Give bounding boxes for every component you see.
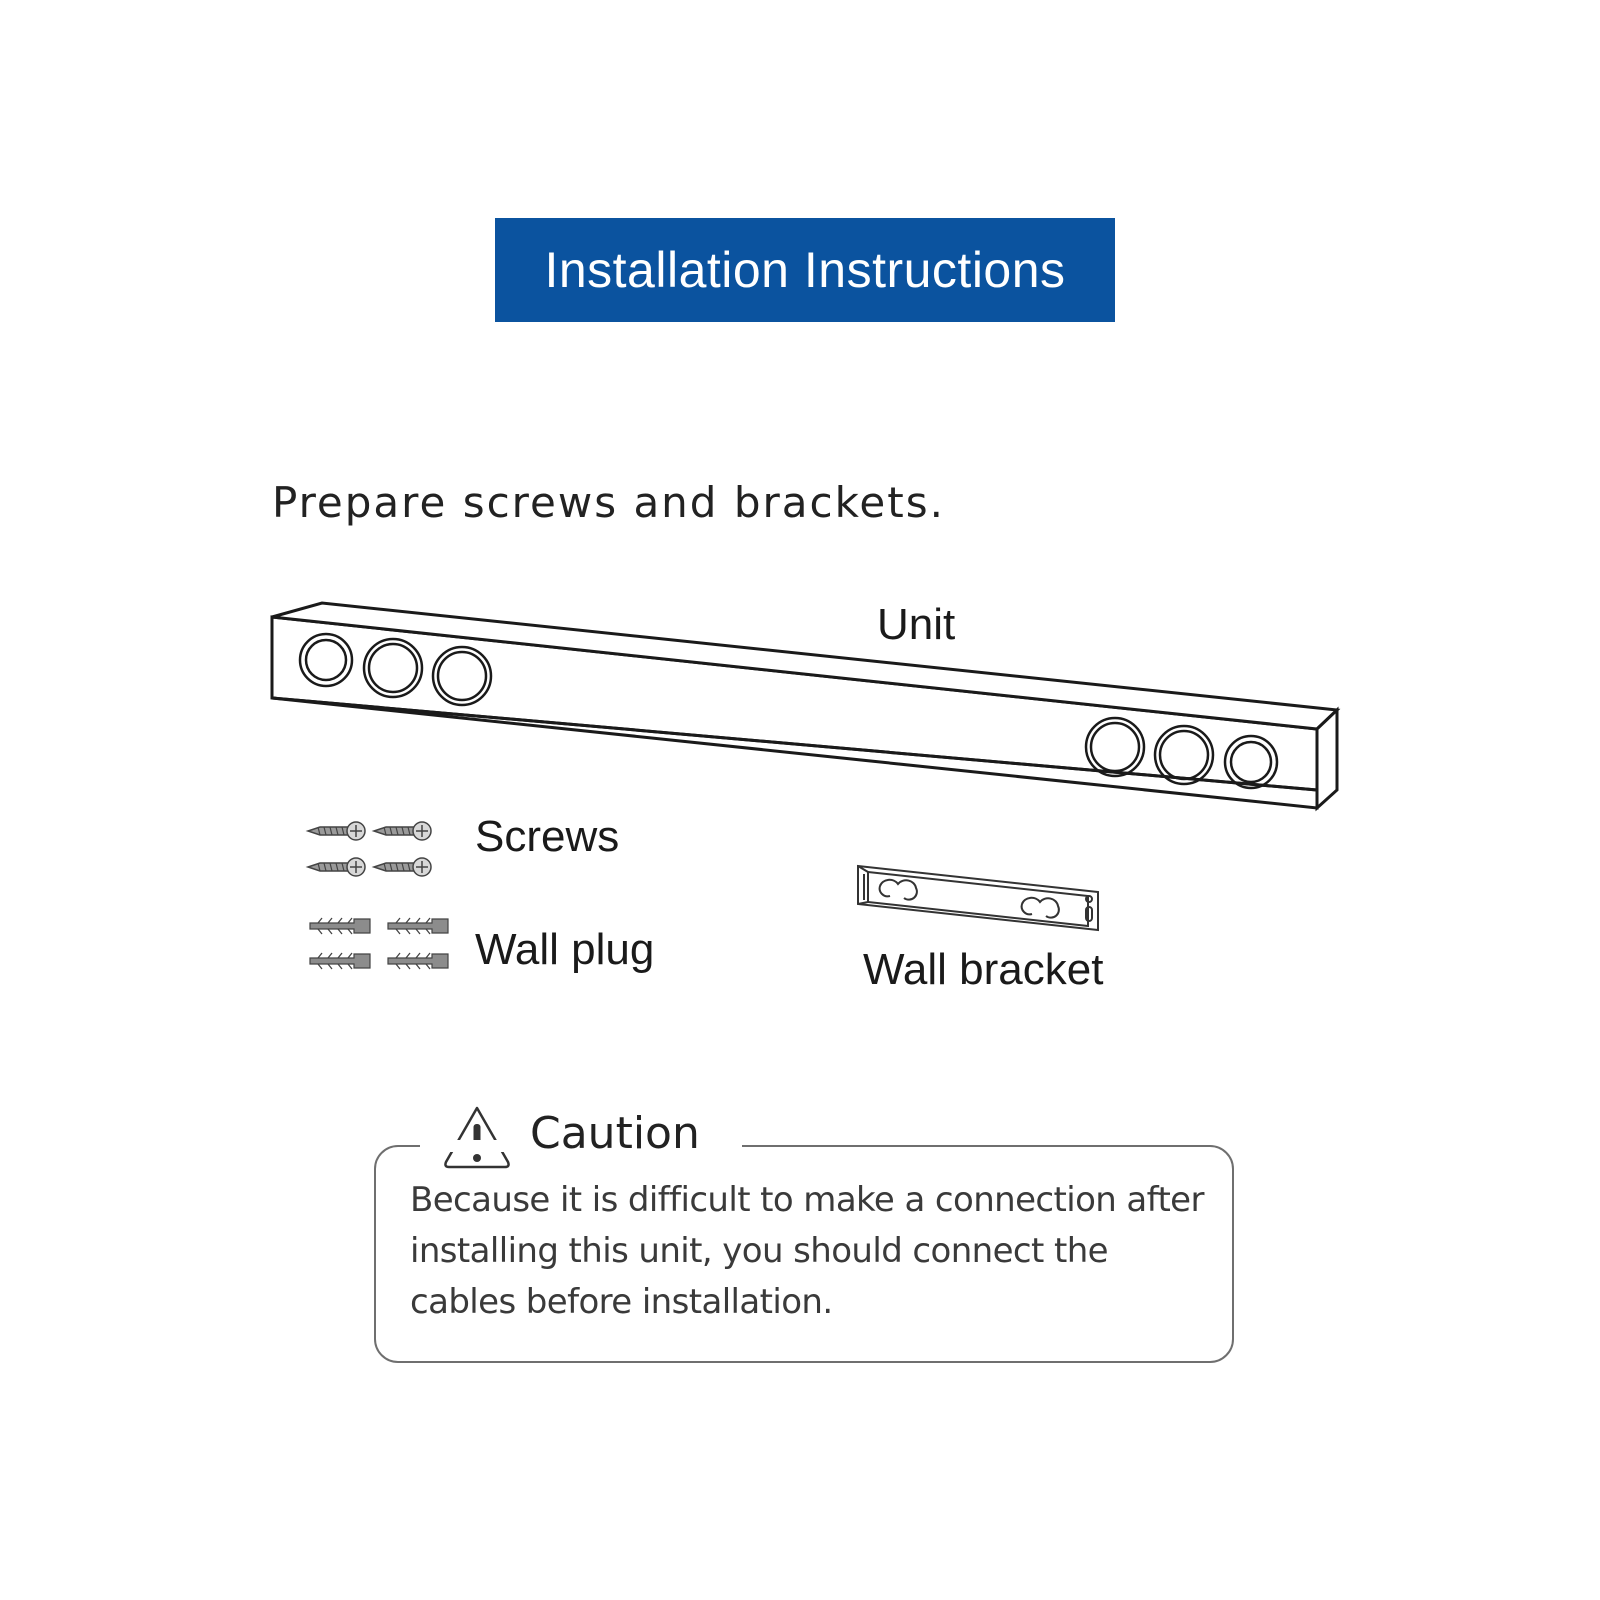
unit-label: Unit: [877, 600, 956, 649]
caution-body-text: Because it is difficult to make a connection after installing this unit, you should connect the cables before installation.: [410, 1180, 1204, 1322]
wall-plug-icon: [310, 953, 370, 969]
wall-plugs-illustration: [310, 918, 448, 969]
wall-bracket-label: Wall bracket: [863, 945, 1104, 994]
wall-plug-icon: [310, 918, 370, 934]
step-instruction: Prepare screws and brackets.: [272, 478, 945, 527]
screw-icon: [308, 822, 365, 840]
wall-plug-icon: [388, 918, 448, 934]
screws-illustration: [308, 822, 431, 876]
screw-icon: [374, 822, 431, 840]
screw-icon: [308, 858, 365, 876]
wall-plug-label: Wall plug: [475, 925, 655, 974]
wall-bracket-illustration: [858, 866, 1098, 930]
soundbar-unit-illustration: [272, 603, 1337, 808]
wall-plug-icon: [388, 953, 448, 969]
screws-label: Screws: [475, 812, 620, 861]
caution-title: Caution: [530, 1108, 700, 1159]
page-title: Installation Instructions: [544, 242, 1066, 298]
screw-icon: [374, 858, 431, 876]
